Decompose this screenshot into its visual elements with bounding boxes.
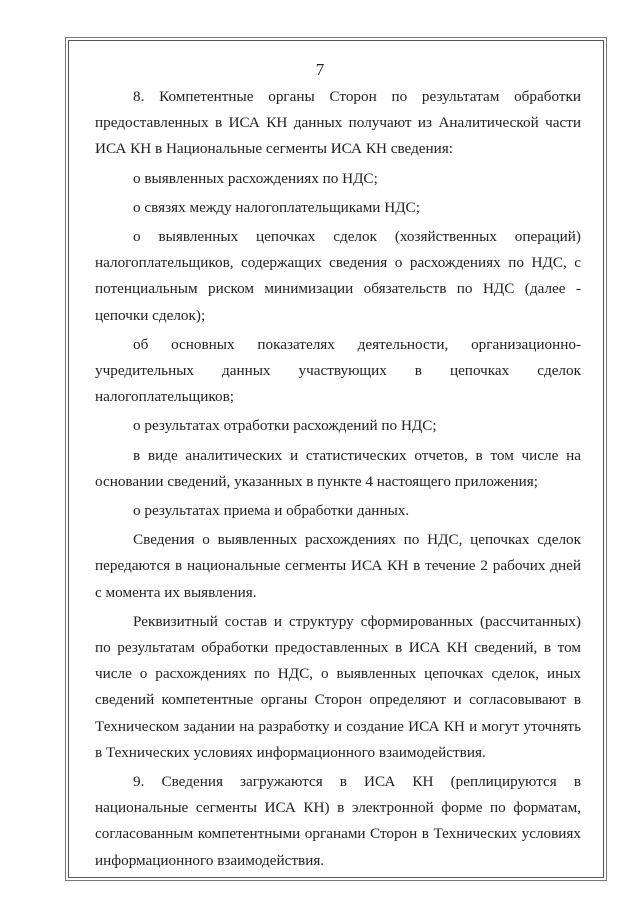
paragraph-transfer: Сведения о выявленных расхождениях по НДС, цепочках сделок передаются в национальные сегменты ИСА КН в течение 2 рабочих дней с момента их выявления.	[95, 531, 581, 601]
list-item-discrepancies: о выявленных расхождениях по НДС;	[133, 169, 378, 187]
paragraph-9: 9. Сведения загружаются в ИСА КН (реплицируются в национальные сегменты ИСА КН) в электронной форме по форматам, согласованным компетентными органами Сторон в Технических условиях информационного взаимодействия.	[95, 773, 581, 869]
list-item-reports: в виде аналитических и статистических отчетов, в том числе на основании сведений, указанных в пункте 4 настоящего приложения;	[95, 446, 581, 490]
list-item-indicators: об основных показателях деятельности, организационно-учредительных данных участвующих в цепочках сделок налогоплательщиков;	[95, 335, 581, 406]
paragraph-requisites: Реквизитный состав и структуру сформированных (рассчитанных) по результатам обработки предоставленных в ИСА КН сведений, в том числе о расхождениях по НДС, о выявленных цепочках сделок, иных сведений компетентные органы Сторон определяют и согласовывают в Техническом задании на разработку и создание ИСА КН и могут уточнять в Технических условиях информационного взаимодействия.	[95, 612, 581, 761]
paragraph-8: 8. Компетентные органы Сторон по результатам обработки предоставленных в ИСА КН данных получают из Аналитической части ИСА КН в Национальные сегменты ИСА КН сведения:	[95, 88, 581, 158]
document-body	[95, 84, 581, 874]
list-item-links: о связях между налогоплательщиками НДС;	[133, 198, 420, 216]
list-item-results: о результатах отработки расхождений по НДС;	[133, 417, 437, 435]
list-item-chains: о выявленных цепочках сделок (хозяйственных операций) налогоплательщиков, содержащих сведения о расхождениях по НДС, с потенциальным риском минимизации обязательств по НДС (далее - цепочки сделок);	[95, 228, 581, 324]
list-item-processing: о результатах приема и обработки данных.	[133, 502, 410, 520]
page-number: 7	[315, 60, 325, 79]
